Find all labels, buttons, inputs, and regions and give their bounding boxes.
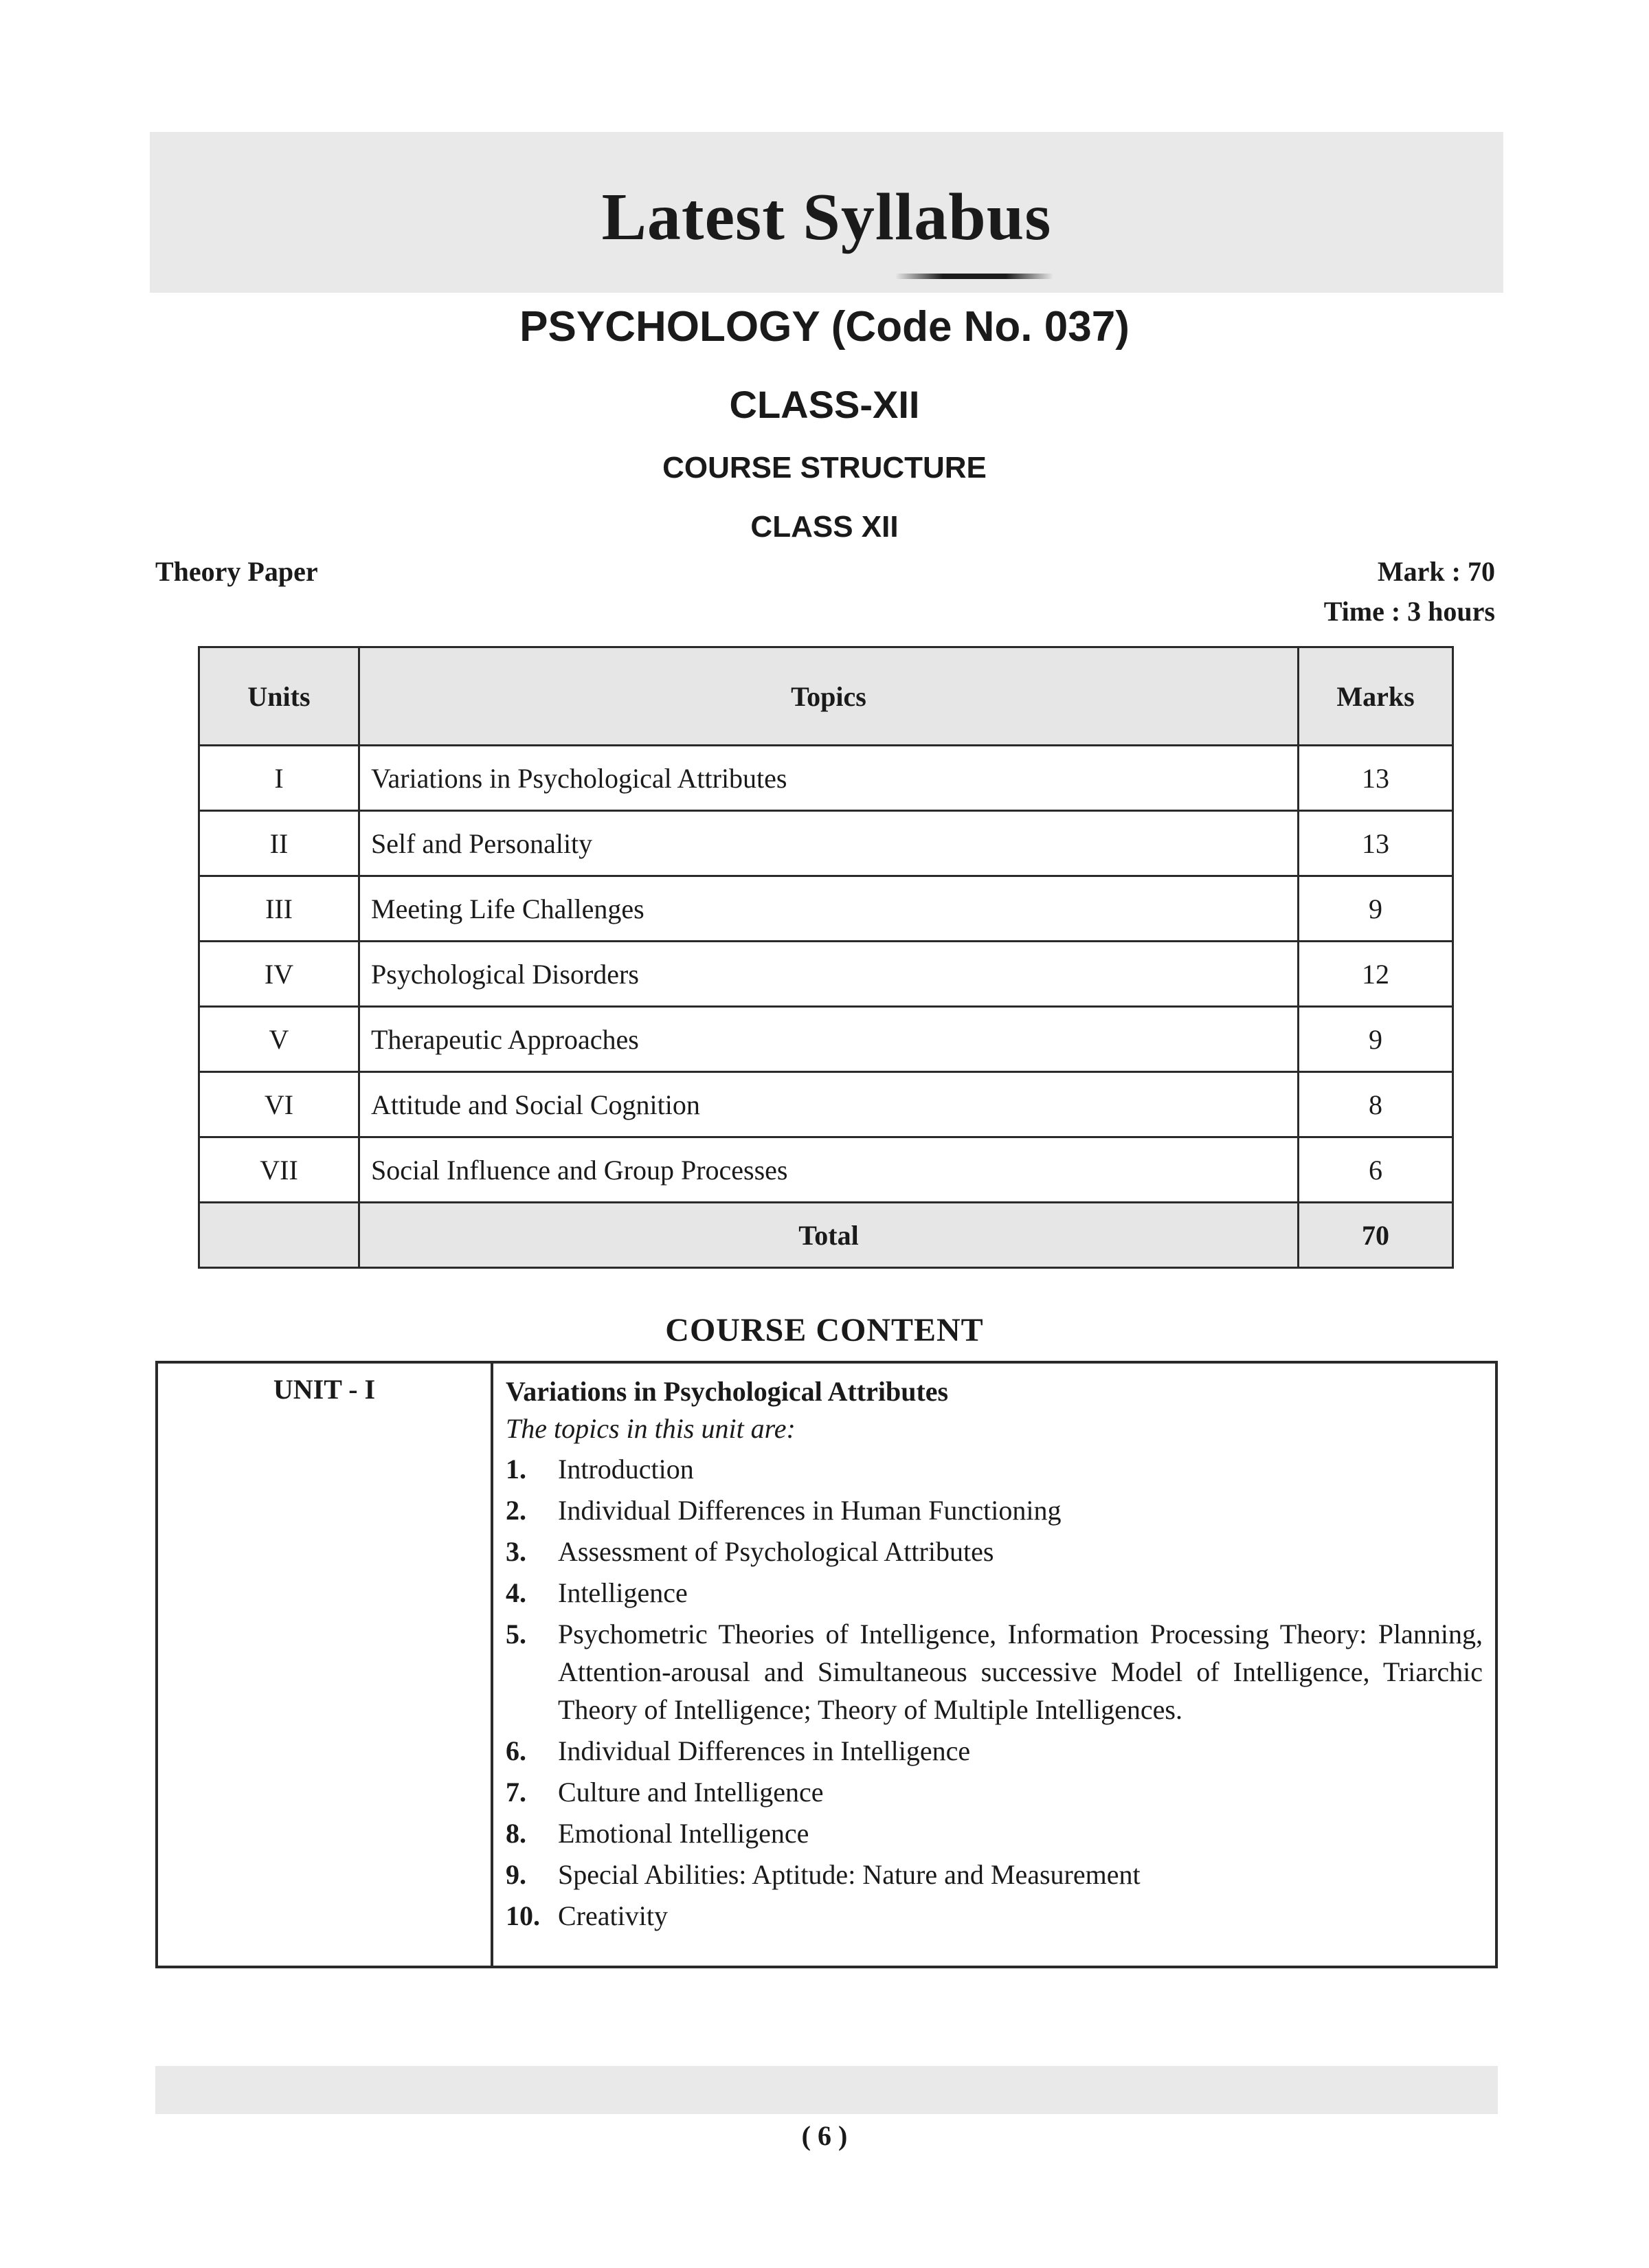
list-item: [506, 1773, 1483, 1811]
unit-cell: VII: [199, 1137, 359, 1203]
class-subheading: CLASS XII: [750, 510, 899, 544]
item-number: 5.: [506, 1619, 526, 1649]
item-text: Psychometric Theories of Intelligence, Information Processing Theory: Planning, Attention-arousal and Simultaneous successive Model of Intelligence, Triarchic Theory of Intelligence; Theory of Multiple Intelligences.: [558, 1619, 1483, 1725]
class-heading: CLASS-XII: [729, 383, 920, 426]
page-number: ( 6 ): [801, 2120, 848, 2151]
table-row: [199, 942, 1453, 1007]
topic-cell: Variations in Psychological Attributes: [359, 746, 1299, 811]
topic-cell: Self and Personality: [359, 811, 1299, 876]
list-item: [506, 1856, 1483, 1893]
item-number: 7.: [506, 1777, 526, 1808]
course-content-heading: COURSE CONTENT: [665, 1312, 984, 1348]
item-text: Emotional Intelligence: [558, 1818, 809, 1849]
topic-cell: Therapeutic Approaches: [359, 1007, 1299, 1072]
course-structure-heading: COURSE STRUCTURE: [662, 451, 987, 485]
table-row: [199, 1007, 1453, 1072]
unit-cell: V: [199, 1007, 359, 1072]
course-structure-table: [198, 646, 1454, 1269]
total-empty-cell: [199, 1203, 359, 1268]
unit-cell: II: [199, 811, 359, 876]
item-number: 8.: [506, 1818, 526, 1849]
item-text: Individual Differences in Human Functioning: [558, 1495, 1062, 1526]
list-item: [506, 1450, 1483, 1488]
unit-topics-column: [506, 1373, 1483, 1938]
item-number: 4.: [506, 1577, 526, 1608]
list-item: [506, 1491, 1483, 1529]
item-number: 2.: [506, 1495, 526, 1526]
marks-cell: 9: [1299, 876, 1453, 942]
list-item: [506, 1897, 1483, 1935]
table-row: [199, 876, 1453, 942]
marks-cell: 13: [1299, 811, 1453, 876]
marks-cell: 6: [1299, 1137, 1453, 1203]
unit-cell: III: [199, 876, 359, 942]
table-total-row: [199, 1203, 1453, 1268]
item-number: 3.: [506, 1536, 526, 1567]
table-row: [199, 1072, 1453, 1137]
total-marks: 70: [1299, 1203, 1453, 1268]
unit-title: Variations in Psychological Attributes: [506, 1376, 949, 1407]
paper-type: Theory Paper: [155, 556, 318, 587]
list-item: [506, 1533, 1483, 1570]
topic-cell: Social Influence and Group Processes: [359, 1137, 1299, 1203]
marks-cell: 13: [1299, 746, 1453, 811]
list-item: [506, 1615, 1483, 1728]
unit-cell: IV: [199, 942, 359, 1007]
marks-cell: 9: [1299, 1007, 1453, 1072]
list-item: [506, 1814, 1483, 1852]
item-text: Introduction: [558, 1454, 694, 1485]
list-item: [506, 1732, 1483, 1770]
item-number: 1.: [506, 1454, 526, 1485]
footer-bar: [155, 2066, 1498, 2114]
item-text: Special Abilities: Aptitude: Nature and Measurement: [558, 1859, 1141, 1890]
item-text: Individual Differences in Intelligence: [558, 1735, 971, 1766]
header-marks: Marks: [1299, 647, 1453, 746]
marks-cell: 8: [1299, 1072, 1453, 1137]
title-banner: [150, 132, 1503, 293]
table-row: [199, 1137, 1453, 1203]
banner-title: Latest Syllabus: [601, 180, 1052, 254]
subject-title: PSYCHOLOGY (Code No. 037): [519, 303, 1130, 351]
item-number: 6.: [506, 1735, 526, 1766]
topic-cell: Attitude and Social Cognition: [359, 1072, 1299, 1137]
total-label: Total: [359, 1203, 1299, 1268]
unit-cell: VI: [199, 1072, 359, 1137]
topic-cell: Psychological Disorders: [359, 942, 1299, 1007]
unit-column: [158, 1364, 493, 1966]
table-header-row: [199, 647, 1453, 746]
item-text: Culture and Intelligence: [558, 1777, 824, 1808]
header-units: Units: [199, 647, 359, 746]
time-allowed: Time : 3 hours: [1323, 596, 1495, 627]
item-number: 9.: [506, 1859, 526, 1890]
header-topics: Topics: [359, 647, 1299, 746]
topic-cell: Meeting Life Challenges: [359, 876, 1299, 942]
item-text: Intelligence: [558, 1577, 688, 1608]
item-text: Assessment of Psychological Attributes: [558, 1536, 994, 1567]
max-marks: Mark : 70: [1377, 556, 1495, 587]
table-row: [199, 811, 1453, 876]
marks-cell: 12: [1299, 942, 1453, 1007]
unit-label: UNIT - I: [273, 1374, 376, 1405]
title-divider: [895, 274, 1053, 279]
table-row: [199, 746, 1453, 811]
topic-list: [506, 1450, 1483, 1935]
course-content-table: [155, 1361, 1498, 1968]
item-text: Creativity: [558, 1900, 668, 1931]
unit-intro: The topics in this unit are:: [506, 1413, 796, 1444]
item-number: 10.: [506, 1900, 540, 1931]
list-item: [506, 1574, 1483, 1612]
unit-cell: I: [199, 746, 359, 811]
